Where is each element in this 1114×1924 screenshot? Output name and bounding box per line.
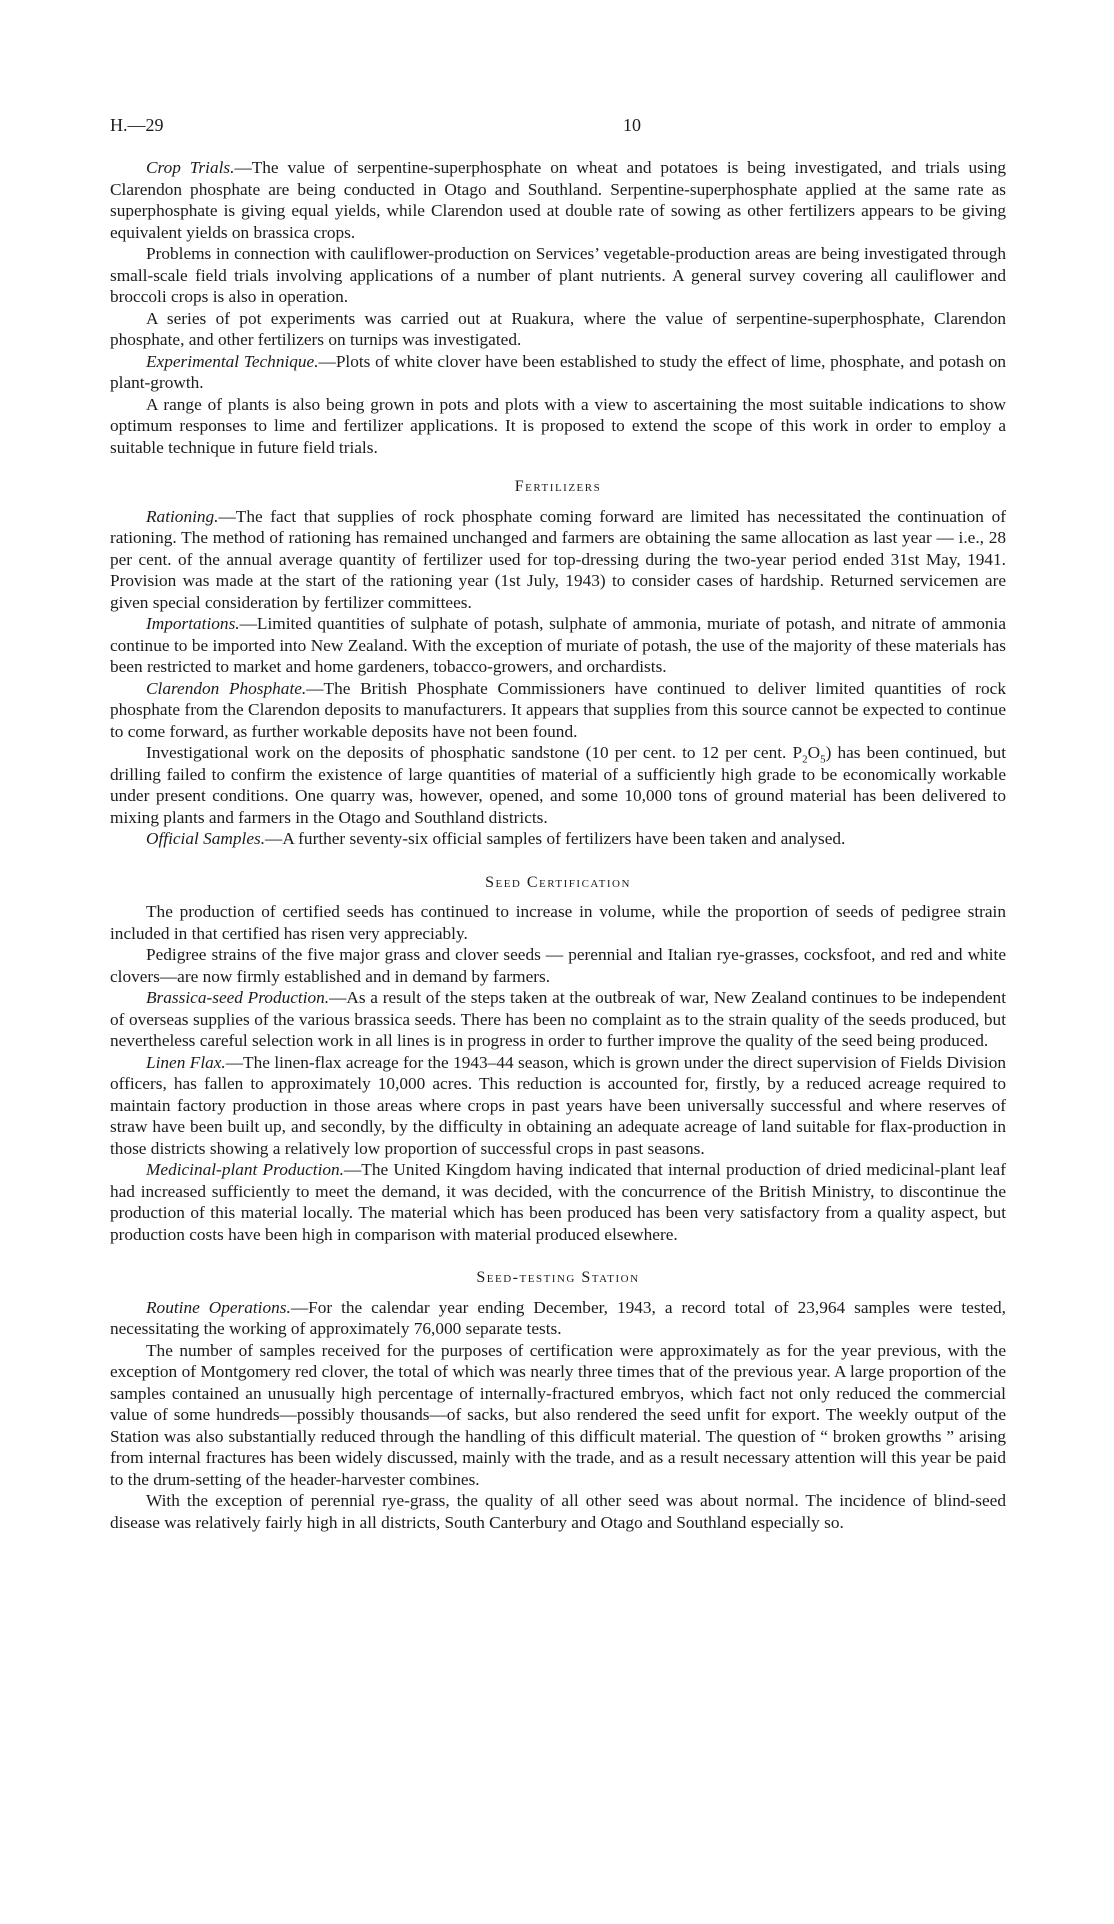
page-number: 10 bbox=[623, 115, 641, 135]
paragraph-text: —The linen-flax acreage for the 1943–44 season, which is grown under the direct supervision of Fields Division officers, has fallen to approximately 10,000 acres. This reduction is accounted for, firstly, by a reduced acreage required to maintain factory production in those areas where crops in past years have been universally successful and where reserves of straw have been built up, and secondly, by the difficulty in obtaining an adequate acreage of land suitable for flax-production in those districts showing a relatively low proportion of successful crops in past seasons. bbox=[110, 1052, 1006, 1158]
paragraph-lead: Experimental Technique. bbox=[146, 351, 319, 371]
paragraph bbox=[110, 944, 1006, 987]
paragraph-text: —Limited quantities of sulphate of potash, sulphate of ammonia, muriate of potash, and nitrate of ammonia continue to be imported into New Zealand. With the exception of muriate of potash, the use of the majority of these materials has been restricted to market and home gardeners, tobacco-growers, and orchardists. bbox=[110, 614, 1006, 676]
page-header bbox=[110, 115, 1000, 139]
paragraph-lead: Routine Operations. bbox=[146, 1297, 291, 1317]
paragraph-lead: Official Samples. bbox=[146, 829, 266, 848]
section-heading-fertilizers: Fertilizers bbox=[514, 478, 602, 495]
paragraph bbox=[110, 987, 1006, 1052]
paragraph bbox=[110, 828, 1006, 850]
paragraph bbox=[110, 1159, 1006, 1245]
paragraph-text: —A further seventy-six official samples of fertilizers have been taken and analysed. bbox=[265, 829, 846, 848]
paragraph bbox=[110, 1340, 1006, 1491]
paragraph bbox=[110, 1297, 1006, 1340]
paragraph-lead: Linen Flax. bbox=[146, 1052, 226, 1072]
seed-testing-section bbox=[110, 1267, 1006, 1533]
subscript: 2 bbox=[802, 753, 808, 766]
paragraph-text: —The fact that supplies of rock phosphate coming forward are limited has necessitated the continuation of rationing. The method of rationing has remained unchanged and farmers are obtaining the same allocation as last year — i.e., 28 per cent. of the annual average quantity of fertilizer used for top-dressing during the two-year period ended 31st May, 1941. Provision was made at the start of the rationing year (1st July, 1943) to consider cases of hardship. Returned servicemen are given special consideration by fertilizer committees. bbox=[110, 506, 1006, 612]
section-heading-seed-certification: Seed Certification bbox=[485, 873, 631, 891]
paragraph bbox=[110, 506, 1006, 614]
crop-trials-section bbox=[110, 157, 1006, 458]
paragraph bbox=[110, 351, 1006, 394]
paragraph-lead: Crop Trials. bbox=[146, 158, 235, 177]
paragraph-lead: Importations. bbox=[146, 614, 240, 633]
paragraph-lead: Clarendon Phosphate. bbox=[146, 678, 307, 698]
report-reference: H.—29 bbox=[110, 115, 164, 135]
paragraph bbox=[110, 742, 1006, 828]
paragraph bbox=[110, 1052, 1006, 1160]
paragraph-text: With the exception of perennial rye-grass, the quality of all other seed was about normal. The incidence of blind-seed disease was relatively fairly high in all districts, South Canterbury and Otago and Southland especially so. bbox=[110, 1491, 1006, 1532]
paragraph-text: The production of certified seeds has continued to increase in volume, while the proportion of seeds of pedigree strain included in that certified has risen very appreciably. bbox=[110, 902, 1006, 943]
paragraph bbox=[110, 901, 1006, 944]
paragraph bbox=[110, 394, 1006, 459]
document-body bbox=[110, 157, 1006, 1533]
section-heading-seed-testing: Seed-testing Station bbox=[476, 1269, 640, 1286]
paragraph-text: Pedigree strains of the five major grass and clover seeds — perennial and Italian rye-grasses, cocksfoot, and red and white clovers—are now firmly established and in demand by farmers. bbox=[110, 945, 1006, 986]
paragraph-text: —The value of serpentine-superphosphate on wheat and potatoes is being investigated, and trials using Clarendon phosphate are being conducted in Otago and Southland. Serpentine-superphosphate applied at the same rate as superphosphate is giving equal yields, while Clarendon used at double rate of sowing as other fertilizers appears to be giving equivalent yields on brassica crops. bbox=[110, 158, 1006, 242]
paragraph-text: —As a result of the steps taken at the outbreak of war, New Zealand continues to be independent of overseas supplies of the various brassica seeds. There has been no complaint as to the strain quality of the seeds produced, but nevertheless careful selection work in all lines is in progress in order to further improve the quality of the seed being produced. bbox=[110, 988, 1007, 1050]
paragraph bbox=[110, 678, 1006, 743]
paragraph-text: ) has been continued, but drilling failed to confirm the existence of large quantities of material of a sufficiently high grade to be economically workable under present conditions. One quarry was, however, opened, and some 10,000 tons of ground material has been delivered to mixing plants and farmers in the Otago and Southland districts. bbox=[110, 743, 1006, 827]
paragraph-text: —Plots of white clover have been established to study the effect of lime, phosphate, and potash on plant-growth. bbox=[110, 351, 1006, 392]
paragraph-text: —The British Phosphate Commissioners have continued to deliver limited quantities of rock phosphate from the Clarendon deposits to manufacturers. It appears that supplies from this source cannot be expected to continue to come forward, as further workable deposits have not been found. bbox=[110, 678, 1006, 741]
paragraph-text: —For the calendar year ending December, 1943, a record total of 23,964 samples were tested, necessitating the working of approximately 76,000 separate tests. bbox=[110, 1297, 1006, 1338]
paragraph-text: Problems in connection with cauliflower-production on Services’ vegetable-production areas are being investigated through small-scale field trials involving applications of a number of plant nutrients. A general survey covering all cauliflower and broccoli crops is also in operation. bbox=[110, 244, 1006, 306]
paragraph-text: Investigational work on the deposits of phosphatic sandstone (10 per cent. to 12 per cent. P bbox=[146, 743, 803, 762]
paragraph-text: A series of pot experiments was carried out at Ruakura, where the value of serpentine-superphosphate, Clarendon phosphate, and other fertilizers on turnips was investigated. bbox=[110, 308, 1006, 349]
seed-certification-section bbox=[110, 872, 1006, 1246]
paragraph-text: A range of plants is also being grown in pots and plots with a view to ascertaining the most suitable indications to show optimum responses to lime and fertilizer applications. It is proposed to extend the scope of this work in order to employ a suitable technique in future field trials. bbox=[110, 394, 1006, 457]
paragraph-lead: Brassica-seed Production. bbox=[146, 988, 330, 1007]
paragraph-lead: Medicinal-plant Production. bbox=[146, 1160, 344, 1179]
paragraph bbox=[110, 1490, 1006, 1533]
paragraph-text: —The United Kingdom having indicated that internal production of dried medicinal-plant leaf had increased sufficiently to meet the demand, it was decided, with the concurrence of the British Ministry, to discontinue the production of this material locally. The material which has been produced has been very satisfactory from a quality aspect, but production costs have been high in comparison with material produced elsewhere. bbox=[110, 1160, 1006, 1244]
paragraph-text: The number of samples received for the purposes of certification were approximately as for the year previous, with the exception of Montgomery red clover, the total of which was nearly three times that of the previous year. A large proportion of the samples contained an unusually high percentage of internally-fractured embryos, which fact not only reduced the commercial value of some hundreds—possibly thousands—of sacks, but also rendered the seed unfit for export. The weekly output of the Station was also substantially reduced through the handling of this difficult material. The question of “ broken growths ” arising from internal fractures has been widely discussed, mainly with the trade, and as a result necessary attention will this year be paid to the drum-setting of the header-harvester combines. bbox=[110, 1340, 1006, 1489]
paragraph bbox=[110, 613, 1006, 678]
paragraph bbox=[110, 308, 1006, 351]
paragraph-lead: Rationing. bbox=[146, 506, 219, 526]
paragraph bbox=[110, 157, 1006, 243]
paragraph bbox=[110, 243, 1006, 308]
paragraph-text: O bbox=[807, 743, 821, 762]
subscript: 5 bbox=[820, 753, 826, 766]
fertilizers-section bbox=[110, 476, 1006, 850]
